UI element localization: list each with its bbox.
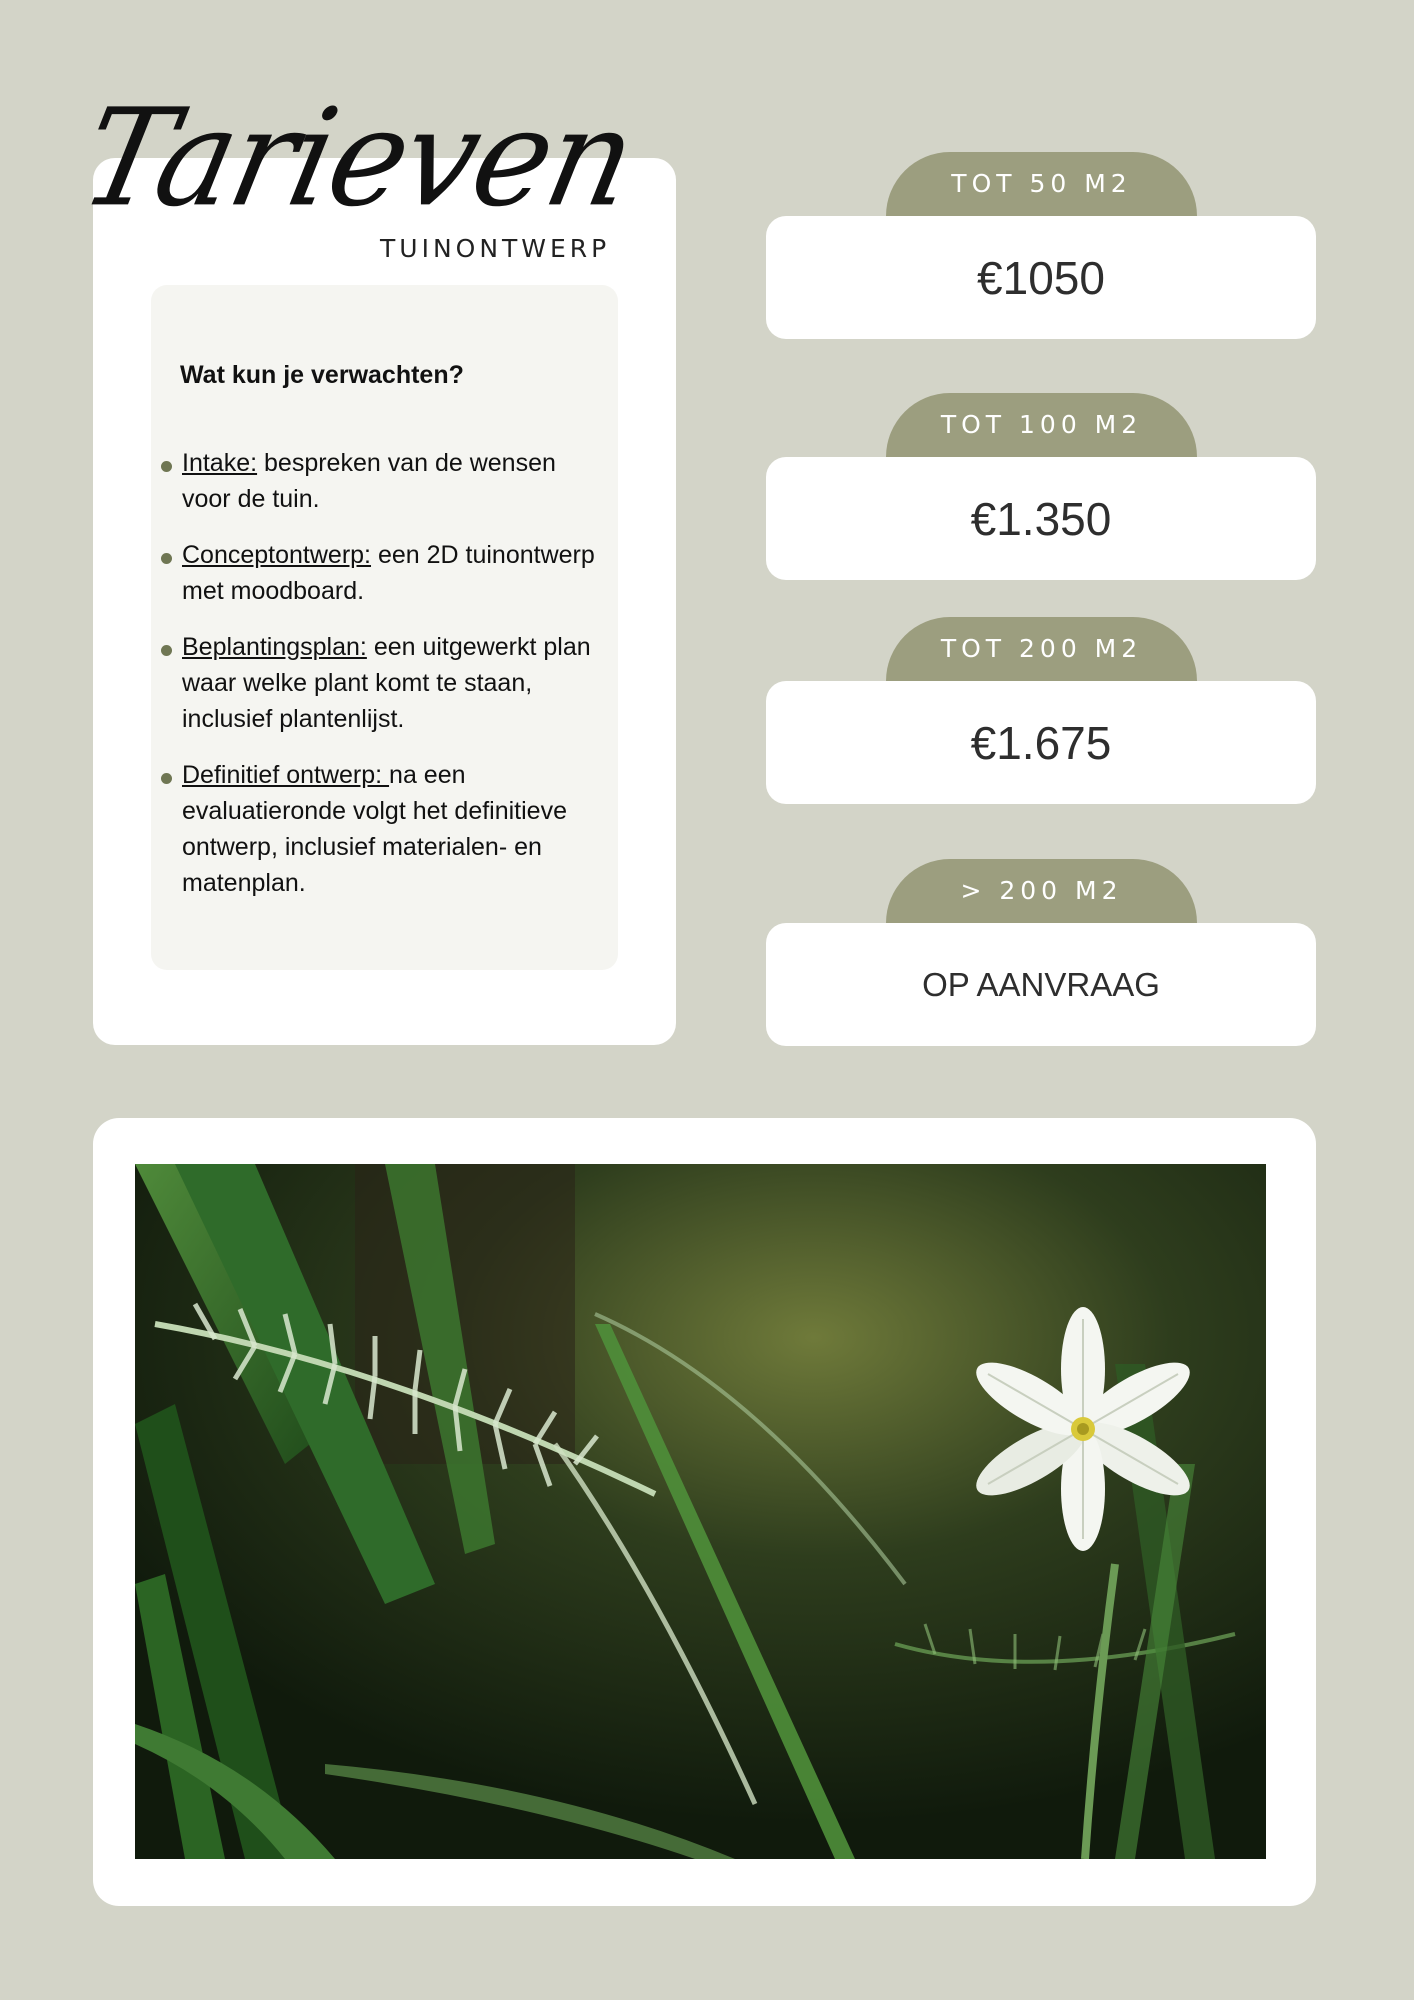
bullet-icon (161, 553, 172, 564)
page-subtitle: TUINONTWERP (380, 234, 611, 263)
price-tier-value: OP AANVRAAG (766, 923, 1316, 1046)
price-tier-value: €1.675 (766, 681, 1316, 804)
list-item (161, 445, 601, 517)
expectations-box (151, 285, 618, 970)
list-item (161, 757, 601, 901)
bullet-icon (161, 461, 172, 472)
item-text: een 2D tuinontwerp met moodboard. (182, 541, 595, 605)
price-tier-label: TOT 200 M2 (886, 617, 1197, 681)
item-term: Conceptontwerp: (182, 541, 372, 569)
bullet-icon (161, 773, 172, 784)
expectations-list (161, 445, 601, 921)
list-item (161, 537, 601, 609)
fern-flower-illustration (135, 1164, 1266, 1859)
bullet-icon (161, 645, 172, 656)
item-term: Intake: (182, 449, 258, 477)
list-item (161, 629, 601, 737)
page-title: Tarieven (69, 80, 647, 237)
garden-photo (135, 1164, 1266, 1859)
expectations-heading: Wat kun je verwachten? (180, 361, 464, 389)
item-term: Beplantingsplan: (182, 633, 367, 661)
photo-frame (93, 1118, 1316, 1906)
price-tier-value: €1050 (766, 216, 1316, 339)
item-term: Definitief ontwerp: (182, 761, 390, 789)
price-tier-label: TOT 100 M2 (886, 393, 1197, 457)
item-text: een uitgewerkt plan waar welke plant komt te staan, inclusief plantenlijst. (182, 633, 591, 733)
price-tier-label: TOT 50 M2 (886, 152, 1197, 216)
item-text: na een evaluatieronde volgt het definitieve ontwerp, inclusief materialen- en matenplan. (182, 761, 567, 897)
price-tier-value: €1.350 (766, 457, 1316, 580)
item-text: bespreken van de wensen voor de tuin. (182, 449, 556, 513)
price-tier-label: > 200 M2 (886, 859, 1197, 923)
